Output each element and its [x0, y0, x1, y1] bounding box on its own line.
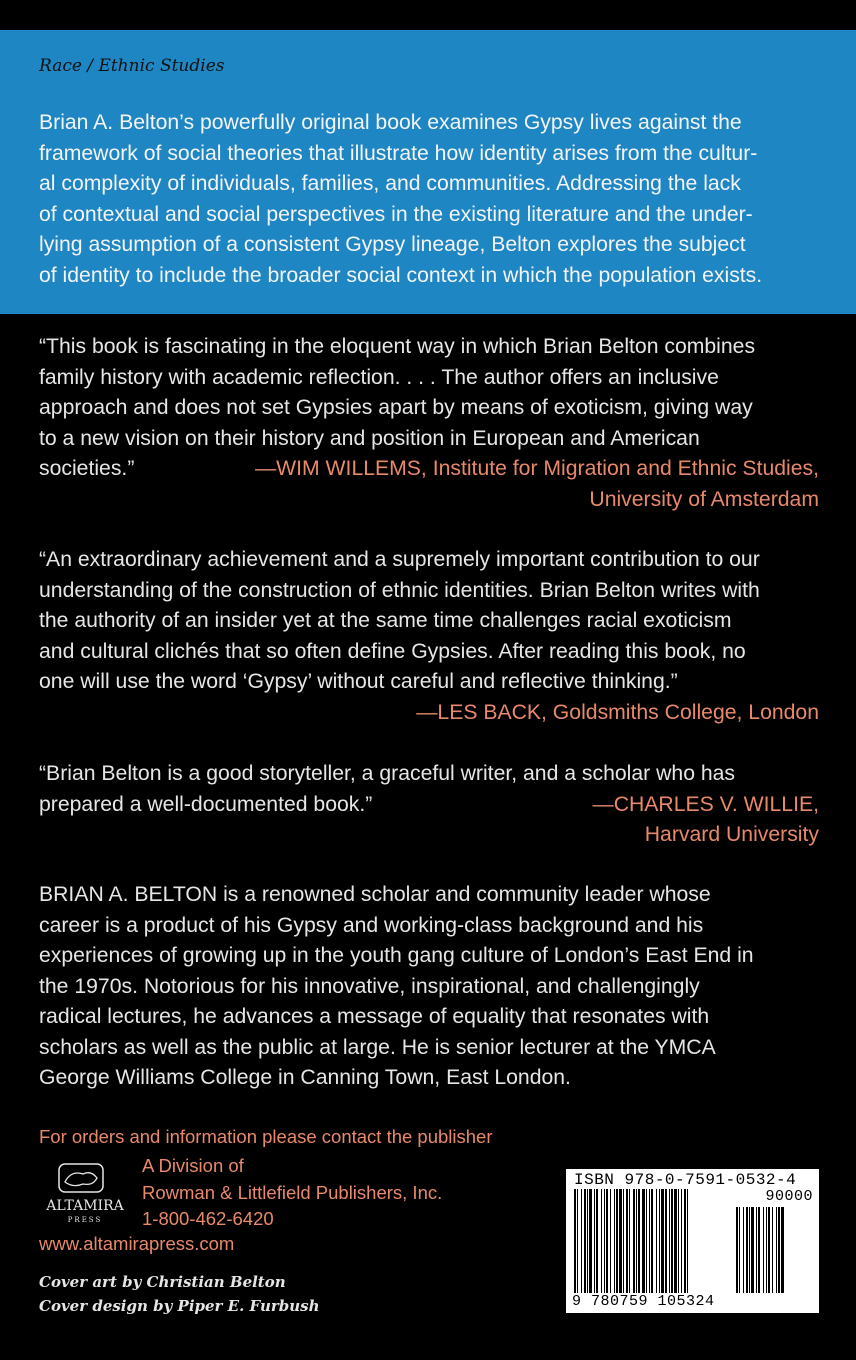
price-barcode-bar: [763, 1207, 764, 1293]
quote-line: one will use the word ‘Gypsy’ without careful and reflective thinking.”: [39, 670, 678, 693]
barcode-bar: [661, 1189, 664, 1293]
author-bio: [39, 880, 819, 1094]
barcode-bar: [665, 1189, 667, 1293]
quote-last-line: prepared a well-documented book.”: [39, 792, 373, 816]
logo-subtext: PRESS: [67, 1216, 103, 1224]
quote-attribution: —CHARLES V. WILLIE,: [592, 792, 819, 816]
barcode-bar: [633, 1189, 635, 1293]
blurb-line: al complexity of individuals, families, and communities. Addressing the lack: [39, 172, 741, 195]
barcode-bar: [659, 1189, 660, 1293]
barcode-bar: [577, 1189, 578, 1293]
barcode-bar: [614, 1189, 615, 1293]
blurb-line: Brian A. Belton’s powerfully original book examines Gypsy lives against the: [39, 111, 742, 134]
quote-attribution: —LES BACK, Goldsmiths College, London: [416, 700, 819, 724]
bio-line: the 1970s. Notorious for his innovative, inspirational, and challengingly: [39, 974, 700, 998]
barcode-bars: [566, 1169, 819, 1313]
barcode-bar: [589, 1189, 592, 1293]
barcode-bar: [587, 1189, 588, 1293]
price-barcode-bar: [778, 1207, 780, 1293]
isbn-barcode: [566, 1169, 819, 1313]
barcode-bar: [581, 1189, 582, 1293]
bio-line: radical lectures, he advances a message of equality that resonates with: [39, 1005, 710, 1028]
barcode-bar: [574, 1189, 576, 1293]
division-label: A Division of: [142, 1155, 244, 1176]
book-blurb: [39, 108, 819, 291]
publisher-details: [142, 1153, 442, 1233]
barcode-bar: [669, 1189, 670, 1293]
barcode-bar: [638, 1189, 640, 1293]
barcode-bar: [678, 1189, 679, 1293]
barcode-bar: [626, 1189, 628, 1293]
altamira-logo: [39, 1160, 131, 1228]
barcode-bar: [604, 1189, 605, 1293]
cover-art-credit: Cover art by Christian Belton: [39, 1273, 286, 1291]
barcode-bar: [684, 1189, 686, 1293]
quote-line: approach and does not set Gypsies apart by means of exoticism, giving way: [39, 396, 753, 419]
price-barcode-bar: [772, 1207, 773, 1293]
cover-design-credit: Cover design by Piper E. Furbush: [39, 1297, 320, 1315]
category-label: Race / Ethnic Studies: [39, 56, 225, 76]
price-code: 90000: [765, 1188, 813, 1205]
price-barcode-bar: [751, 1207, 754, 1293]
price-barcode-bar: [781, 1207, 784, 1293]
logo-text: ALTAMIRA: [46, 1198, 124, 1214]
quote-line: understanding of the construction of ethnic identities. Brian Belton writes with: [39, 578, 760, 602]
barcode-bar: [636, 1189, 637, 1293]
barcode-bar: [687, 1189, 688, 1293]
price-barcode-bar: [766, 1207, 767, 1293]
barcode-bar: [601, 1189, 602, 1293]
quote-line: “An extraordinary achievement and a supremely important contribution to our: [39, 548, 760, 571]
price-barcode-bar: [743, 1207, 744, 1293]
quote-line: “This book is fascinating in the eloquent way in which Brian Belton combines: [39, 335, 756, 358]
price-barcode-bar: [736, 1207, 738, 1293]
ean-number: 9 780759 105324: [572, 1293, 715, 1310]
review-quote-back: [39, 545, 819, 728]
price-barcode-bar: [768, 1207, 770, 1293]
barcode-bar: [606, 1189, 608, 1293]
barcode-bar: [610, 1189, 611, 1293]
blurb-line: of identity to include the broader social context in which the population exists.: [39, 263, 763, 287]
price-barcode-bar: [749, 1207, 750, 1293]
quote-line: and cultural clichés that so often define Gypsies. After reading this book, no: [39, 639, 746, 663]
quote-attribution-affiliation: University of Amsterdam: [589, 487, 819, 511]
price-barcode-bar: [739, 1207, 740, 1293]
review-quote-willems: [39, 332, 819, 515]
barcode-bar: [584, 1189, 586, 1293]
quote-line-with-attribution: [39, 454, 819, 485]
barcode-bar: [616, 1189, 618, 1293]
price-barcode-bar: [776, 1207, 777, 1293]
barcode-bar: [642, 1189, 645, 1293]
barcode-bar: [619, 1189, 622, 1293]
publisher-website: www.altamirapress.com: [39, 1233, 235, 1254]
quote-line: to a new vision on their history and position in European and American: [39, 426, 700, 450]
quote-line-with-attribution: [39, 790, 819, 821]
bio-line: scholars as well as the public at large. He is senior lecturer at the YMCA: [39, 1035, 716, 1059]
blurb-line: framework of social theories that illustrate how identity arises from the cultur-: [39, 141, 758, 165]
bio-line: BRIAN A. BELTON is a renowned scholar and community leader whose: [39, 883, 711, 906]
blurb-line: of contextual and social perspectives in the existing literature and the under-: [39, 202, 753, 226]
bio-line: career is a product of his Gypsy and working-class background and his: [39, 913, 704, 937]
barcode-bar: [671, 1189, 673, 1293]
quote-last-line: societies.”: [39, 457, 135, 480]
barcode-bar: [656, 1189, 657, 1293]
barcode-bar: [594, 1189, 595, 1293]
cover-credits: [39, 1270, 320, 1318]
price-barcode-bar: [746, 1207, 748, 1293]
bio-line: George Williams College in Canning Town, East London.: [39, 1066, 571, 1089]
quote-line: “Brian Belton is a good storyteller, a graceful writer, and a scholar who has: [39, 762, 736, 785]
review-quote-willie: [39, 759, 819, 851]
barcode-bar: [674, 1189, 677, 1293]
barcode-bar: [629, 1189, 630, 1293]
publisher-name: Rowman & Littlefield Publishers, Inc.: [142, 1181, 443, 1203]
barcode-bar: [596, 1189, 598, 1293]
quote-attribution-affiliation: Harvard University: [644, 823, 819, 846]
price-barcode-bar: [756, 1207, 757, 1293]
blurb-line: lying assumption of a consistent Gypsy lineage, Belton explores the subject: [39, 233, 746, 256]
bio-line: experiences of growing up in the youth gang culture of London’s East End in: [39, 944, 754, 967]
barcode-bar: [649, 1189, 650, 1293]
orders-info: For orders and information please contact the publisher: [39, 1126, 493, 1147]
barcode-bar: [681, 1189, 682, 1293]
barcode-bar: [651, 1189, 653, 1293]
barcode-bar: [623, 1189, 624, 1293]
isbn-number: ISBN 978-0-7591-0532-4: [574, 1171, 797, 1189]
quote-attribution: —WIM WILLEMS, Institute for Migration and Ethnic Studies,: [254, 457, 819, 480]
quote-line: the authority of an insider yet at the same time challenges racial exoticism: [39, 609, 732, 632]
price-barcode-bar: [758, 1207, 760, 1293]
barcode-bar: [646, 1189, 647, 1293]
quote-line: family history with academic reflection. . . . The author offers an inclusive: [39, 365, 719, 389]
publisher-phone: 1-800-462-6420: [142, 1208, 274, 1229]
